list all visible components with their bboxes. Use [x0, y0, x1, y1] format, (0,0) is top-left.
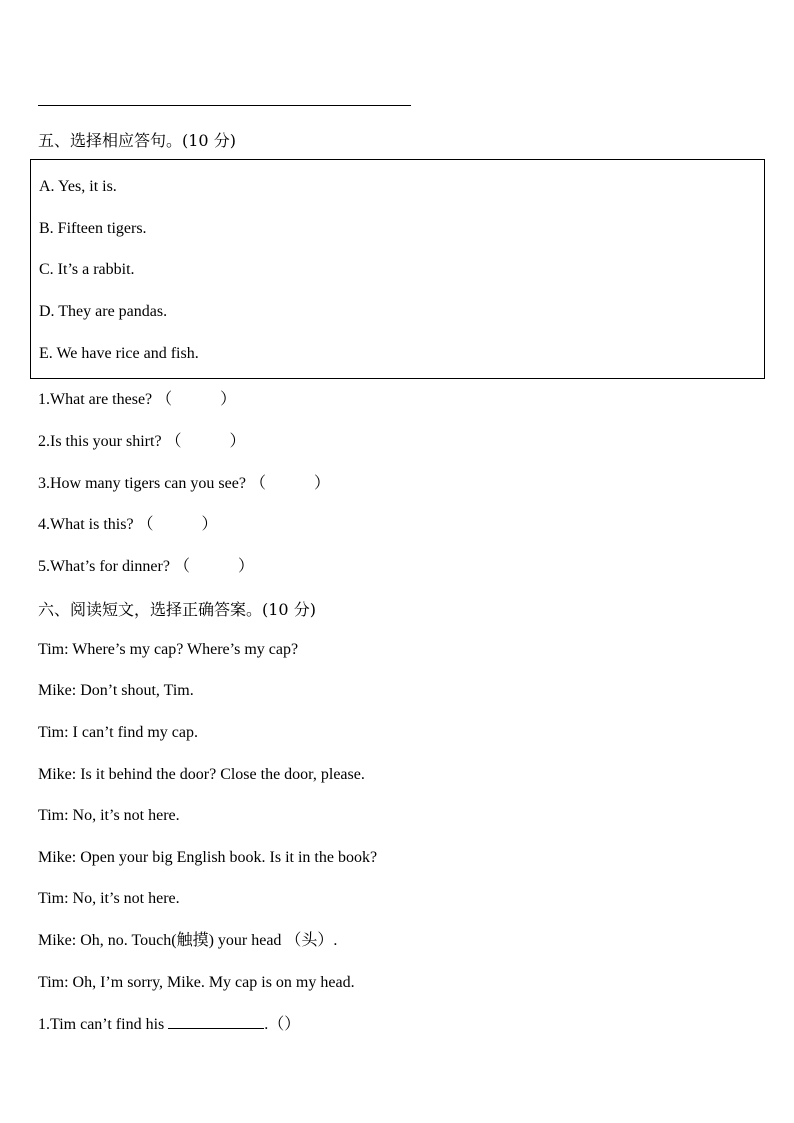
reading-question-prefix: 1.Tim can’t find his: [38, 1016, 165, 1033]
question-text: 3.How many tigers can you see?: [38, 475, 246, 492]
section-5-title: 五、选择相应答句。(10 分): [38, 131, 236, 150]
answer-parens[interactable]: （ ）: [173, 558, 254, 575]
question-text: 2.Is this your shirt?: [38, 433, 162, 450]
dialogue-line-5: Tim: No, it’s not here.: [38, 807, 180, 824]
dialogue-line-3: Tim: I can’t find my cap.: [38, 724, 198, 741]
answer-parens[interactable]: （ ）: [137, 516, 218, 533]
reading-question-suffix: .（）: [264, 1016, 301, 1033]
option-c: C. It’s a rabbit.: [39, 261, 135, 278]
dialogue-line-6: Mike: Open your big English book. Is it in the book?: [38, 849, 378, 866]
option-e: E. We have rice and fish.: [39, 345, 199, 362]
question-3: [38, 474, 330, 494]
question-text: 5.What’s for dinner?: [38, 558, 170, 575]
top-rule: [38, 105, 411, 106]
question-1: [38, 390, 236, 410]
dialogue-line-9: Tim: Oh, I’m sorry, Mike. My cap is on my head.: [38, 974, 355, 991]
dialogue-line-7: Tim: No, it’s not here.: [38, 890, 180, 907]
question-2: [38, 432, 246, 452]
option-a: A. Yes, it is.: [39, 178, 117, 195]
dialogue-line-4: Mike: Is it behind the door? Close the door, please.: [38, 766, 365, 783]
dialogue-line-2: Mike: Don’t shout, Tim.: [38, 682, 194, 699]
answer-blank[interactable]: [168, 1014, 264, 1029]
dialogue-line-1: Tim: Where’s my cap? Where’s my cap?: [38, 641, 299, 658]
answer-parens[interactable]: （ ）: [165, 433, 246, 450]
options-box: [30, 159, 765, 379]
option-d: D. They are pandas.: [39, 303, 168, 320]
answer-parens[interactable]: （ ）: [156, 391, 237, 408]
question-text: 1.What are these?: [38, 391, 153, 408]
answer-parens[interactable]: （ ）: [249, 475, 330, 492]
section-6-title: 六、阅读短文，选择正确答案。(10 分): [38, 600, 316, 619]
dialogue-line-8: Mike: Oh, no. Touch(触摸) your head （头）.: [38, 932, 338, 949]
question-4: [38, 515, 218, 535]
option-b: B. Fifteen tigers.: [39, 220, 147, 237]
question-5: [38, 557, 254, 577]
question-text: 4.What is this?: [38, 516, 134, 533]
reading-question-1: [38, 1014, 300, 1035]
